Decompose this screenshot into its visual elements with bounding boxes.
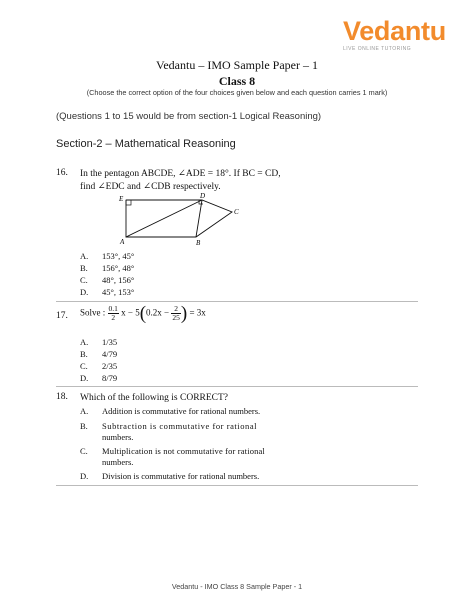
q18-number: 18. (56, 392, 68, 402)
q17-option-a[interactable]: A. 1/35 (80, 337, 118, 347)
pentagon-figure (104, 190, 244, 248)
vedantu-logo (343, 18, 453, 60)
q18-option-c[interactable]: C. Multiplication is not commutative for rational numbers. (80, 446, 265, 467)
q17-mid-1: x − 5 (121, 307, 140, 318)
q17-option-c[interactable]: C. 2/35 (80, 361, 118, 371)
q17-option-b[interactable]: B. 4/79 (80, 349, 118, 359)
label-a: A (120, 238, 125, 246)
pentagon-outline (126, 200, 232, 237)
logo-wordmark: Vedantu (343, 16, 446, 46)
paper-title: Vedantu – IMO Sample Paper – 1 (156, 58, 318, 72)
right-angle-e (126, 200, 131, 205)
logo-tagline: LIVE ONLINE TUTORING (343, 46, 412, 52)
divider-17-18 (56, 386, 418, 387)
q18-option-b[interactable]: B. Subtraction is commutative for rational numbers. (80, 421, 258, 442)
q16-number: 16. (56, 168, 68, 178)
label-d: D (200, 192, 206, 200)
class-label: Class 8 (218, 74, 256, 88)
page-footer: Vedantu - IMO Class 8 Sample Paper - 1 (171, 582, 303, 591)
q17-number: 17. (56, 311, 68, 321)
q16-option-c[interactable]: C. 48°, 156° (80, 275, 135, 285)
q18-option-d[interactable]: D. Division is commutative for rational numbers. (80, 471, 260, 481)
divider-16-17 (56, 301, 418, 302)
q16-text-line1: In the pentagon ABCDE, ∠ADE = 18°. If BC = CD, (80, 169, 281, 179)
q16-option-d[interactable]: D. 45°, 153° (80, 287, 135, 297)
section2-title: Section-2 – Mathematical Reasoning (56, 138, 236, 150)
q17-fraction-2: $\frac{2}{25}$ (172, 304, 180, 322)
q16-option-b[interactable]: B. 156°, 48° (80, 263, 135, 273)
q16-option-a[interactable]: A. 153°, 45° (80, 251, 135, 261)
label-c: C (234, 208, 239, 216)
q18-option-a[interactable]: A. Addition is commutative for rational numbers. (80, 406, 261, 416)
q18-text: Which of the following is CORRECT? (80, 393, 229, 403)
divider-after-18 (56, 485, 418, 486)
instructions: (Choose the correct option of the four choices given below and each question carries 1 mark) (86, 88, 388, 97)
q17-mid-2: 0.2x − (146, 307, 170, 318)
q17-option-d[interactable]: D. 8/79 (80, 373, 118, 383)
diagonal-ad (126, 200, 202, 237)
label-e: E (119, 195, 124, 203)
q17-equation: Solve : $\frac{0.1}{2}$ x − 5(0.2x − $\frac{2}{25}$ ) = 3x (80, 303, 206, 324)
q17-fraction-1: $\frac{0.1}{2}$ (108, 304, 118, 322)
label-b: B (196, 239, 201, 247)
section1-note: (Questions 1 to 15 would be from section-1 Logical Reasoning) (56, 111, 322, 122)
q17-solve-label: Solve : (80, 307, 106, 318)
q17-rhs: = 3x (189, 307, 206, 318)
diagonal-db (196, 200, 202, 237)
q16-text-line2: find ∠EDC and ∠CDB respectively. (80, 182, 221, 192)
